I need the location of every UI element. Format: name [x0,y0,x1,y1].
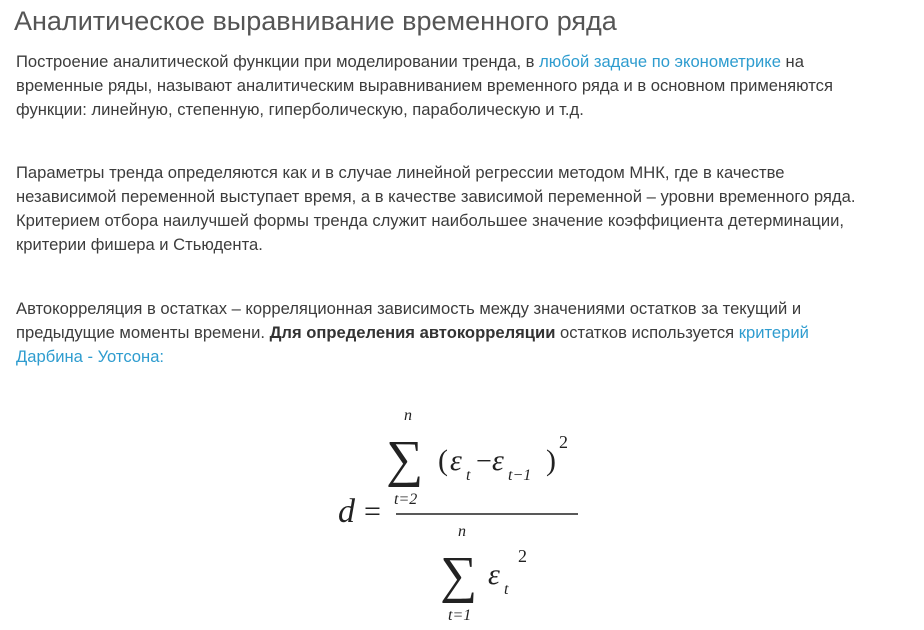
formula-equals: = [364,495,381,528]
denominator-subscript: t [504,581,509,598]
numerator-sum-symbol: ∑ [386,431,424,488]
econometrics-link[interactable]: любой задаче по эконометрике [539,52,781,71]
durbin-watson-link[interactable]: критерий [738,323,809,342]
paragraph-line [16,345,809,369]
numerator-epsilon-1: ε [450,444,462,477]
numerator-minus: − [476,446,492,477]
numerator-subscript-1: t [466,467,471,484]
durbin-watson-link[interactable]: Дарбина - Уотсона: [16,347,165,366]
paragraph-line: функции: линейную, степенную, гиперболическую, параболическую и т.д. [16,100,584,119]
numerator-epsilon-2: ε [492,444,504,477]
paragraph-line: критерии фишера и Стьюдента. [16,235,263,254]
numerator-lower-limit: t=2 [394,491,418,508]
page-title: Аналитическое выравнивание временного ряда [14,6,617,36]
text-segment: Построение аналитической функции при моделировании тренда, в [16,52,540,71]
paragraph-line: Параметры тренда определяются как и в случае линейной регрессии методом МНК, где в качестве [16,163,785,182]
formula-lhs: d [338,493,355,530]
numerator-open-paren: ( [438,444,448,477]
durbin-watson-formula [330,400,610,625]
denominator-upper-limit: n [458,523,466,540]
paragraph-trend-parameters [16,161,855,257]
denominator-sum-symbol: ∑ [440,547,478,604]
denominator-epsilon: ε [488,558,500,591]
paragraph-line [16,321,809,345]
numerator-power: 2 [559,432,568,452]
text-segment: предыдущие моменты времени. [16,323,270,342]
denominator-lower-limit: t=1 [448,607,472,624]
paragraph-line: временные ряды, называют аналитическим выравниванием временного ряда и в основном применяются [16,76,833,95]
text-segment: на [780,52,804,71]
paragraph-autocorrelation [16,297,809,369]
denominator-power: 2 [518,546,527,566]
paragraph-line [16,50,833,74]
bold-phrase: Для определения автокорреляции [269,323,556,342]
numerator-close-paren: ) [546,444,556,477]
paragraph-line: независимой переменной выступает время, а в качестве зависимой переменной – уровни временного ряда. [16,187,856,206]
formula-graphic [330,400,610,625]
paragraph-intro [16,50,833,122]
numerator-upper-limit: n [404,407,412,424]
paragraph-line: Критерием отбора наилучшей формы тренда служит наибольшее значение коэффициента детерминации, [16,211,844,230]
paragraph-line: Автокорреляция в остатках – корреляционная зависимость между значениями остатков за текущий и [16,299,802,318]
text-segment: остатков используется [555,323,739,342]
numerator-subscript-2: t−1 [508,467,532,484]
